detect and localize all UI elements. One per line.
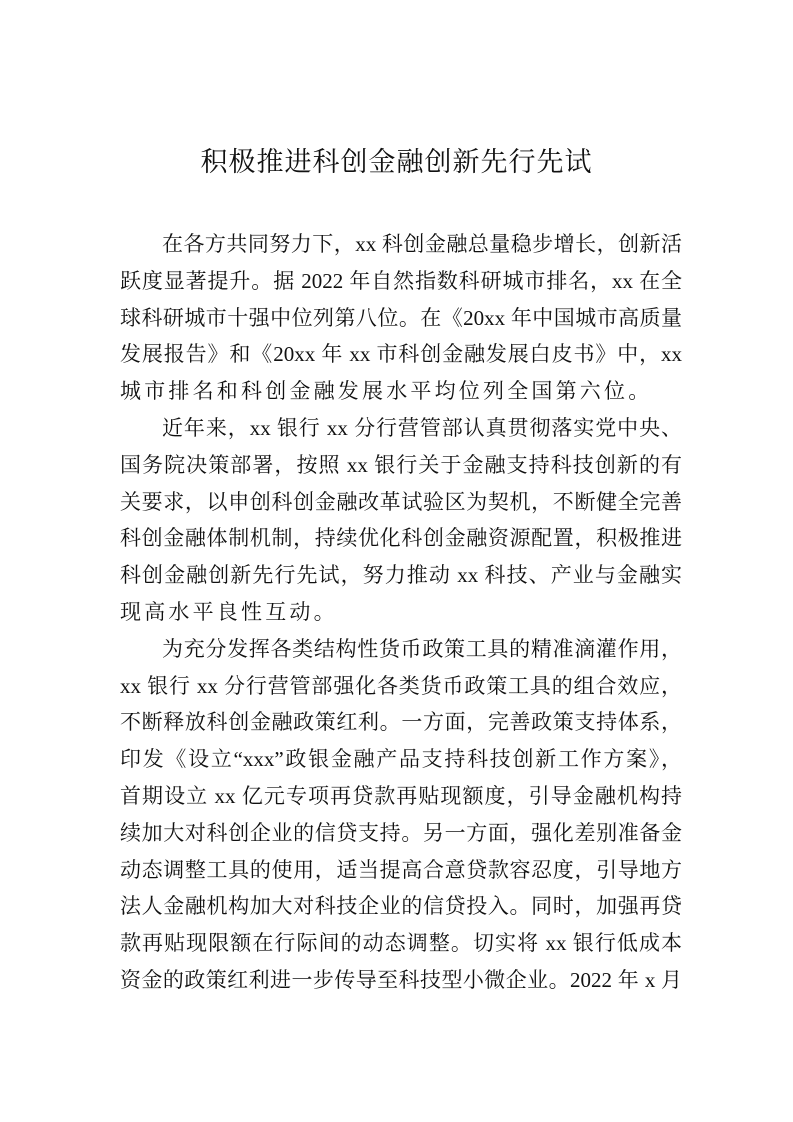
document-body — [120, 226, 682, 999]
text-line: 续加大对科创企业的信贷支持。另一方面，强化差别准备金 — [120, 820, 682, 845]
text-line: 近年来，xx 银行 xx 分行营管部认真贯彻落实党中央、 — [162, 415, 682, 440]
text-line: 为充分发挥各类结构性货币政策工具的精准滴灌作用， — [162, 636, 682, 661]
text-line: 现高水平良性互动。 — [120, 599, 338, 624]
text-line: 球科研城市十强中位列第八位。在《20xx 年中国城市高质量 — [120, 305, 682, 330]
text-line: 科创金融体制机制，持续优化科创金融资源配置，积极推进 — [120, 526, 682, 551]
text-line: 印发《设立“xxx”政银金融产品支持科技创新工作方案》， — [120, 747, 682, 772]
text-line: 不断释放科创金融政策红利。一方面，完善政策支持体系， — [120, 710, 682, 735]
text-line: 法人金融机构加大对科技企业的信贷投入。同时，加强再贷 — [120, 894, 682, 919]
paragraph-1 — [120, 226, 682, 410]
text-line: 发展报告》和《20xx 年 xx 市科创金融发展白皮书》中，xx — [120, 342, 682, 367]
document-title: 积极推进科创金融创新先行先试 — [200, 147, 593, 177]
text-line: 首期设立 xx 亿元专项再贷款再贴现额度，引导金融机构持 — [120, 783, 682, 808]
paragraph-3 — [120, 631, 682, 999]
text-line: 城市排名和科创金融发展水平均位列全国第六位。 — [120, 379, 653, 404]
text-line: xx 银行 xx 分行营管部强化各类货币政策工具的组合效应， — [120, 673, 682, 698]
paragraph-2 — [120, 410, 682, 631]
text-line: 关要求，以申创科创金融改革试验区为契机，不断健全完善 — [120, 489, 682, 514]
text-line: 动态调整工具的使用，适当提高合意贷款容忍度，引导地方 — [120, 857, 682, 882]
text-line: 在各方共同努力下，xx 科创金融总量稳步增长，创新活 — [162, 232, 682, 256]
text-line: 资金的政策红利进一步传导至科技型小微企业。2022 年 x 月 — [120, 967, 682, 992]
text-line: 跃度显著提升。据 2022 年自然指数科研城市排名，xx 在全 — [120, 268, 682, 293]
text-line: 国务院决策部署，按照 xx 银行关于金融支持科技创新的有 — [120, 452, 682, 477]
text-line: 科创金融创新先行先试，努力推动 xx 科技、产业与金融实 — [120, 563, 682, 588]
text-line: 款再贴现限额在行际间的动态调整。切实将 xx 银行低成本 — [120, 931, 682, 956]
